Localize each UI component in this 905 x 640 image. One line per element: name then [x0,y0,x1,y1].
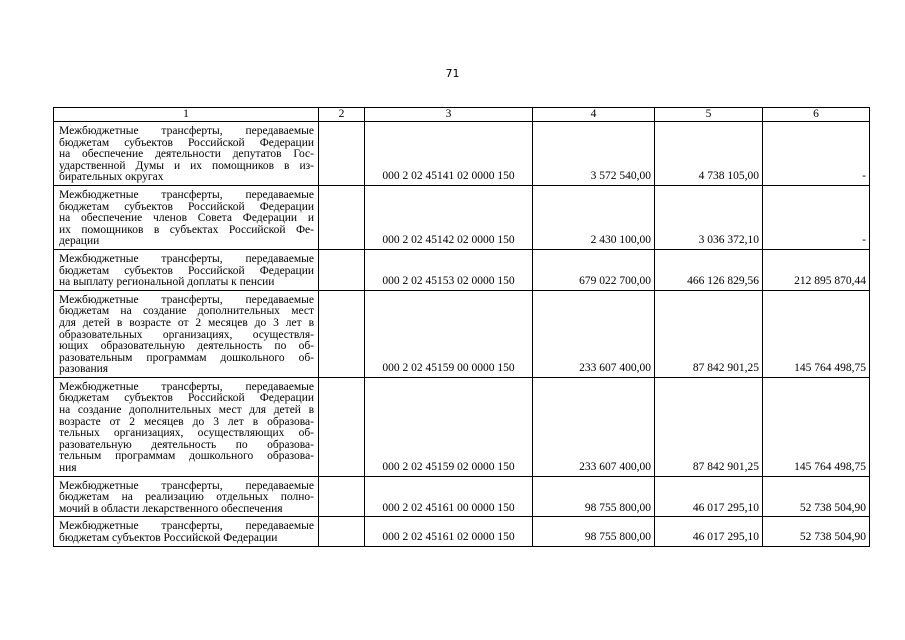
row-description [54,517,319,546]
row-value-col4: 2 430 100,00 [533,185,655,249]
table-row [54,377,870,476]
description-line: бюджетам субъектов Российской Федерации [59,136,314,149]
description-line: разовательным программам дошкольного об- [59,351,314,364]
description-line: бирательных округах [59,171,164,184]
description-line: Межбюджетные трансферты, передаваемые [59,125,314,137]
row-value-col4: 3 572 540,00 [533,122,655,186]
description-line: Межбюджетные трансферты, передаваемые [59,252,314,265]
header-cell: 4 [533,108,655,122]
budget-table [53,107,870,547]
row-col2 [319,122,365,186]
description-line: их помощников в субъектах Российской Фе- [59,223,314,236]
row-value-col6: 145 764 498,75 [763,377,870,476]
row-value-col6: - [763,122,870,186]
row-value-col5: 466 126 829,56 [655,249,763,290]
header-cell: 2 [319,108,365,122]
row-code: 000 2 02 45153 02 0000 150 [365,249,533,290]
table-row [54,122,870,186]
description-line: Межбюджетные трансферты, передаваемые [59,479,314,492]
row-col2 [319,185,365,249]
header-row [54,108,870,122]
row-code: 000 2 02 45161 02 0000 150 [365,517,533,546]
description-line: на обеспечение членов Совета Федерации и [59,212,314,225]
row-value-col5: 46 017 295,10 [655,476,763,517]
description-line: тельным программам дошкольного образова- [59,450,314,463]
description-line: ющих образовательную деятельность по об- [59,340,314,353]
description-line: ударственной Думы и их помощников в из- [59,159,314,172]
row-value-col4: 98 755 800,00 [533,476,655,517]
description-line: бюджетам субъектов Российской Федерации [59,264,314,277]
description-line: Межбюджетные трансферты, передаваемые [59,380,314,393]
description-line: Межбюджетные трансферты, передаваемые [59,520,314,533]
table-row [54,476,870,517]
description-line: разовательную деятельность по образова- [59,438,314,451]
row-value-col4: 679 022 700,00 [533,249,655,290]
table-row [54,290,870,377]
row-value-col5: 87 842 901,25 [655,290,763,377]
row-code: 000 2 02 45159 00 0000 150 [365,290,533,377]
row-description [54,290,319,377]
header-cell: 3 [365,108,533,122]
table-row [54,249,870,290]
description-line: Межбюджетные трансферты, передаваемые [59,293,314,306]
row-code: 000 2 02 45161 00 0000 150 [365,476,533,517]
row-value-col6: 52 738 504,90 [763,517,870,546]
row-col2 [319,517,365,546]
description-line: дерации [59,235,100,248]
row-description [54,476,319,517]
row-description [54,185,319,249]
table-row [54,185,870,249]
header-cell: 6 [763,108,870,122]
row-value-col6: 145 764 498,75 [763,290,870,377]
description-line: для детей в возрасте от 2 месяцев до 3 лет в [59,316,314,329]
description-line: бюджетам на реализацию отдельных полно- [59,491,314,504]
description-line: на создание дополнительных мест для детей в [59,404,314,417]
description-line: мочий в области лекарственного обеспечения [59,502,283,515]
row-value-col5: 4 738 105,00 [655,122,763,186]
row-value-col6: 52 738 504,90 [763,476,870,517]
description-line: бюджетам субъектов Российской Федерации [59,200,314,213]
header-cell: 5 [655,108,763,122]
table-row [54,517,870,546]
row-value-col4: 98 755 800,00 [533,517,655,546]
row-code: 000 2 02 45141 02 0000 150 [365,122,533,186]
row-col2 [319,377,365,476]
row-description [54,377,319,476]
description-line: разования [59,363,109,376]
description-line: тельных организациях, осуществляющих об- [59,427,314,440]
description-line: на выплату региональной доплаты к пенсии [59,276,275,289]
row-col2 [319,249,365,290]
description-line: ния [59,462,77,475]
page-number: 71 [445,67,460,80]
row-code: 000 2 02 45142 02 0000 150 [365,185,533,249]
description-line: на обеспечение деятельности депутатов Гос- [59,148,314,161]
row-value-col4: 233 607 400,00 [533,377,655,476]
header-cell: 1 [54,108,319,122]
row-description [54,249,319,290]
row-code: 000 2 02 45159 02 0000 150 [365,377,533,476]
description-line: бюджетам на создание дополнительных мест [59,305,314,318]
row-value-col4: 233 607 400,00 [533,290,655,377]
description-line: возрасте от 2 месяцев до 3 лет в образова- [59,415,314,428]
row-value-col5: 3 036 372,10 [655,185,763,249]
row-value-col5: 87 842 901,25 [655,377,763,476]
description-line: бюджетам субъектов Российской Федерации [59,532,278,544]
row-value-col5: 46 017 295,10 [655,517,763,546]
row-value-col6: - [763,185,870,249]
description-line: образовательных организациях, осуществля- [59,328,314,341]
description-line: бюджетам субъектов Российской Федерации [59,392,314,405]
row-col2 [319,290,365,377]
row-value-col6: 212 895 870,44 [763,249,870,290]
description-line: Межбюджетные трансферты, передаваемые [59,188,314,201]
row-col2 [319,476,365,517]
row-description [54,122,319,186]
